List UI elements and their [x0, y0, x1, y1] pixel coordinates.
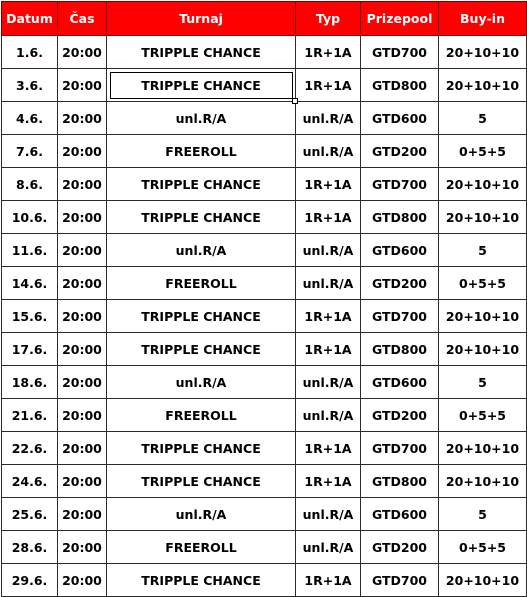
typ-cell[interactable]: unl.R/A — [296, 267, 361, 300]
turnaj-cell[interactable]: TRIPPLE CHANCE — [107, 432, 296, 465]
cas-cell[interactable]: 20:00 — [58, 399, 107, 432]
typ-cell[interactable]: unl.R/A — [296, 102, 361, 135]
cas-cell[interactable]: 20:00 — [58, 366, 107, 399]
table-header-row — [2, 2, 527, 36]
prizepool-cell[interactable]: GTD700 — [361, 432, 439, 465]
turnaj-cell[interactable]: FREEROLL — [107, 531, 296, 564]
buy-in-cell[interactable]: 0+5+5 — [439, 267, 527, 300]
prizepool-cell[interactable]: GTD800 — [361, 201, 439, 234]
turnaj-cell[interactable]: unl.R/A — [107, 102, 296, 135]
typ-cell[interactable]: 1R+1A — [296, 69, 361, 102]
cas-cell[interactable]: 20:00 — [58, 267, 107, 300]
header-buy-in: Buy-in — [439, 2, 527, 36]
header-cas: Čas — [58, 2, 107, 36]
buy-in-cell[interactable]: 20+10+10 — [439, 36, 527, 69]
header-prizepool: Prizepool — [361, 2, 439, 36]
table-row[interactable] — [2, 366, 527, 399]
buy-in-cell[interactable]: 0+5+5 — [439, 135, 527, 168]
cas-cell[interactable]: 20:00 — [58, 300, 107, 333]
table-row[interactable] — [2, 102, 527, 135]
turnaj-cell[interactable]: TRIPPLE CHANCE — [107, 564, 296, 597]
buy-in-cell[interactable]: 20+10+10 — [439, 300, 527, 333]
turnaj-cell[interactable]: TRIPPLE CHANCE — [107, 201, 296, 234]
cas-cell[interactable]: 20:00 — [58, 333, 107, 366]
typ-cell[interactable]: unl.R/A — [296, 234, 361, 267]
table-body — [2, 36, 527, 597]
buy-in-cell[interactable]: 20+10+10 — [439, 168, 527, 201]
buy-in-cell[interactable]: 20+10+10 — [439, 432, 527, 465]
datum-cell[interactable]: 10.6. — [2, 201, 58, 234]
datum-cell[interactable]: 28.6. — [2, 531, 58, 564]
buy-in-cell[interactable]: 20+10+10 — [439, 564, 527, 597]
buy-in-cell[interactable]: 5 — [439, 498, 527, 531]
prizepool-cell[interactable]: GTD700 — [361, 300, 439, 333]
cas-cell[interactable]: 20:00 — [58, 564, 107, 597]
prizepool-cell[interactable]: GTD600 — [361, 102, 439, 135]
cas-cell[interactable]: 20:00 — [58, 168, 107, 201]
header-typ: Typ — [296, 2, 361, 36]
header-turnaj: Turnaj — [107, 2, 296, 36]
typ-cell[interactable]: unl.R/A — [296, 498, 361, 531]
cas-cell[interactable]: 20:00 — [58, 498, 107, 531]
turnaj-cell[interactable]: TRIPPLE CHANCE — [107, 168, 296, 201]
table-row[interactable] — [2, 465, 527, 498]
datum-cell[interactable]: 4.6. — [2, 102, 58, 135]
turnaj-cell[interactable]: unl.R/A — [107, 366, 296, 399]
datum-cell[interactable]: 29.6. — [2, 564, 58, 597]
typ-cell[interactable]: 1R+1A — [296, 564, 361, 597]
typ-cell[interactable]: 1R+1A — [296, 201, 361, 234]
cas-cell[interactable]: 20:00 — [58, 69, 107, 102]
table-row[interactable] — [2, 399, 527, 432]
cas-cell[interactable]: 20:00 — [58, 135, 107, 168]
table-row[interactable] — [2, 234, 527, 267]
buy-in-cell[interactable]: 0+5+5 — [439, 531, 527, 564]
typ-cell[interactable]: 1R+1A — [296, 168, 361, 201]
prizepool-cell[interactable]: GTD600 — [361, 234, 439, 267]
prizepool-cell[interactable]: GTD600 — [361, 498, 439, 531]
table-row[interactable] — [2, 333, 527, 366]
typ-cell[interactable]: unl.R/A — [296, 399, 361, 432]
datum-cell[interactable]: 3.6. — [2, 69, 58, 102]
datum-cell[interactable]: 8.6. — [2, 168, 58, 201]
table-row[interactable] — [2, 168, 527, 201]
cas-cell[interactable]: 20:00 — [58, 531, 107, 564]
turnaj-cell[interactable]: FREEROLL — [107, 267, 296, 300]
datum-cell[interactable]: 1.6. — [2, 36, 58, 69]
datum-cell[interactable]: 24.6. — [2, 465, 58, 498]
typ-cell[interactable]: 1R+1A — [296, 465, 361, 498]
selected-turnaj-cell[interactable]: TRIPPLE CHANCE — [107, 69, 296, 102]
datum-cell[interactable]: 7.6. — [2, 135, 58, 168]
typ-cell[interactable]: 1R+1A — [296, 36, 361, 69]
cell-resize-handle[interactable] — [292, 98, 298, 104]
table-row[interactable] — [2, 498, 527, 531]
turnaj-cell[interactable]: FREEROLL — [107, 399, 296, 432]
datum-cell[interactable]: 14.6. — [2, 267, 58, 300]
datum-cell[interactable]: 17.6. — [2, 333, 58, 366]
turnaj-cell[interactable]: TRIPPLE CHANCE — [107, 333, 296, 366]
table-row[interactable] — [2, 69, 527, 102]
prizepool-cell[interactable]: GTD600 — [361, 366, 439, 399]
buy-in-cell[interactable]: 5 — [439, 234, 527, 267]
table-row[interactable] — [2, 201, 527, 234]
cas-cell[interactable]: 20:00 — [58, 465, 107, 498]
buy-in-cell[interactable]: 5 — [439, 102, 527, 135]
table-row[interactable] — [2, 300, 527, 333]
typ-cell[interactable]: 1R+1A — [296, 300, 361, 333]
buy-in-cell[interactable]: 20+10+10 — [439, 333, 527, 366]
datum-cell[interactable]: 18.6. — [2, 366, 58, 399]
prizepool-cell[interactable]: GTD800 — [361, 465, 439, 498]
buy-in-cell[interactable]: 0+5+5 — [439, 399, 527, 432]
table-row[interactable] — [2, 531, 527, 564]
table-row[interactable] — [2, 432, 527, 465]
typ-cell[interactable]: unl.R/A — [296, 135, 361, 168]
prizepool-cell[interactable]: GTD700 — [361, 36, 439, 69]
prizepool-cell[interactable]: GTD800 — [361, 69, 439, 102]
turnaj-cell[interactable]: TRIPPLE CHANCE — [107, 465, 296, 498]
cas-cell[interactable]: 20:00 — [58, 102, 107, 135]
header-datum: Datum — [2, 2, 58, 36]
prizepool-cell[interactable]: GTD200 — [361, 531, 439, 564]
datum-cell[interactable]: 22.6. — [2, 432, 58, 465]
table-row[interactable] — [2, 267, 527, 300]
typ-cell[interactable]: 1R+1A — [296, 333, 361, 366]
prizepool-cell[interactable]: GTD200 — [361, 135, 439, 168]
tournament-schedule-table — [1, 1, 527, 597]
buy-in-cell[interactable]: 20+10+10 — [439, 69, 527, 102]
prizepool-cell[interactable]: GTD200 — [361, 267, 439, 300]
typ-cell[interactable]: unl.R/A — [296, 531, 361, 564]
typ-cell[interactable]: 1R+1A — [296, 432, 361, 465]
turnaj-cell[interactable]: FREEROLL — [107, 135, 296, 168]
datum-cell[interactable]: 25.6. — [2, 498, 58, 531]
buy-in-cell[interactable]: 20+10+10 — [439, 201, 527, 234]
turnaj-cell[interactable]: TRIPPLE CHANCE — [107, 300, 296, 333]
table-row[interactable] — [2, 564, 527, 597]
datum-cell[interactable]: 21.6. — [2, 399, 58, 432]
table-row[interactable] — [2, 135, 527, 168]
prizepool-cell[interactable]: GTD800 — [361, 333, 439, 366]
prizepool-cell[interactable]: GTD700 — [361, 564, 439, 597]
cas-cell[interactable]: 20:00 — [58, 201, 107, 234]
datum-cell[interactable]: 15.6. — [2, 300, 58, 333]
buy-in-cell[interactable]: 20+10+10 — [439, 465, 527, 498]
turnaj-cell[interactable]: unl.R/A — [107, 234, 296, 267]
turnaj-cell[interactable]: unl.R/A — [107, 498, 296, 531]
turnaj-cell[interactable]: TRIPPLE CHANCE — [107, 36, 296, 69]
table-row[interactable] — [2, 36, 527, 69]
cas-cell[interactable]: 20:00 — [58, 234, 107, 267]
prizepool-cell[interactable]: GTD200 — [361, 399, 439, 432]
typ-cell[interactable]: unl.R/A — [296, 366, 361, 399]
cas-cell[interactable]: 20:00 — [58, 36, 107, 69]
cas-cell[interactable]: 20:00 — [58, 432, 107, 465]
prizepool-cell[interactable]: GTD700 — [361, 168, 439, 201]
buy-in-cell[interactable]: 5 — [439, 366, 527, 399]
datum-cell[interactable]: 11.6. — [2, 234, 58, 267]
